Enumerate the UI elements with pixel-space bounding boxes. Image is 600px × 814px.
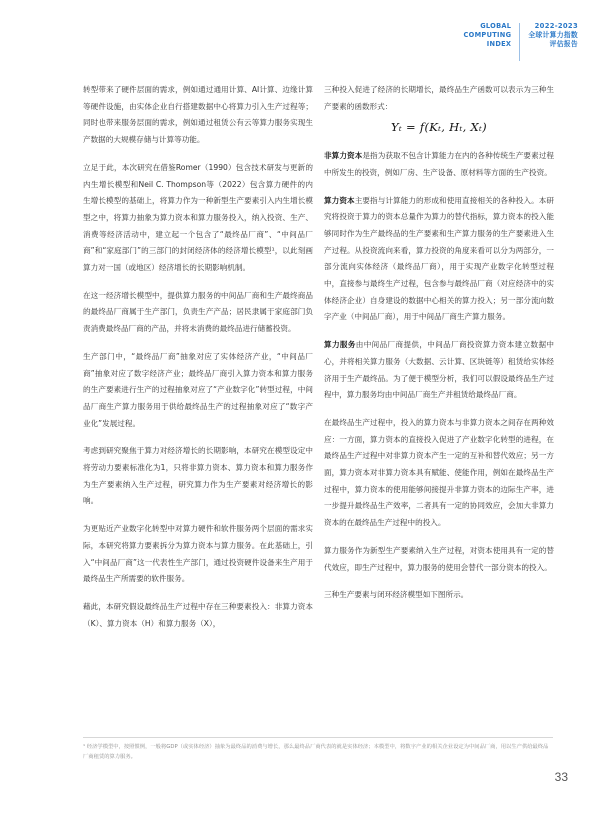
header-report-title xyxy=(528,22,578,49)
left-paragraph: 考虑到研究聚焦于算力对经济增长的长期影响，本研究在模型设定中将劳动力要素标准化为1，只将非算力资本、算力资本和算力服务作为生产要素纳入生产过程，研究算力作为生产要素对经济增长的影响。 xyxy=(83,446,313,506)
header-line-computing: COMPUTING xyxy=(463,31,512,39)
left-paragraph: 在这一经济增长模型中，提供算力服务的中间品厂商和生产最终商品的最终品厂商属于生产部门，负责生产产品；居民隶属于家庭部门负责消费最终品厂商的产品，并将未消费的最终品进行储蓄投资。 xyxy=(83,290,313,334)
footnote: ¹ 经济学模型中，按照惯例，一般将GDP（或实体经济）抽象为最终品的消费与增长，那么最终品厂商代表的就是实体经济；本模型中，将数字产业的相关企业设定为中间品厂商，用以生产供给最终品厂商租赁的算力服务。 xyxy=(83,744,549,760)
computing-capital-paragraph xyxy=(324,193,554,327)
left-paragraph: 为更贴近产业数字化转型中对算力硬件和软件服务两个层面的需求实际，本研究将算力要素拆分为算力资本与算力服务。在此基础上，引入“中间品厂商”这一代表性生产部门，通过投资硬件设备来生产用于最终品生产所需要的软件服务。 xyxy=(83,524,313,584)
left-paragraph: 藉此，本研究假设最终品生产过程中存在三种要素投入：非算力资本（K）、算力资本（H）和算力服务（X）， xyxy=(83,601,313,628)
figure-lead-paragraph: 三种生产要素与闭环经济模型如下图所示。 xyxy=(324,590,469,600)
header-line-index: INDEX xyxy=(486,40,512,48)
effects-paragraph: 在最终品生产过程中，投入的算力资本与非算力资本之间存在两种效应：一方面，算力资本的直接投入促进了产业数字化转型的进程，在最终品生产过程中对非算力资本产生一定的互补和替代效应；另一方面，算力资本对非算力资本具有赋能、使能作用，例如在最终品生产过程中，算力资本的使用能够间接提升非算力资本的边际生产率，进一步提升最终品生产效率，二者具有一定的协同效应，会加大非算力资本的在最终品生产过程中的投入。 xyxy=(324,417,554,528)
term-computing-capital: 算力资本 xyxy=(324,195,355,205)
paragraph-text: 由中间品厂商提供，中间品厂商投资算力资本建立数据中心，并将相关算力服务（大数据、云计算、区块链等）租赁给实体经济用于生产最终品。为了便于模型分析，我们可以假设最终品生产过程中，算力服务均由中间品厂商生产并租赁给最终品厂商。 xyxy=(324,340,555,400)
header-divider xyxy=(519,23,520,61)
header-title-cn: 全球计算力指数 xyxy=(528,31,578,39)
paragraph-text: 主要指与计算能力的形成和使用直接相关的各种投入。本研究将投资于算力的资本总量作为算力的替代指标，算力资本的投入能够同时作为生产最终品的生产要素和生产算力服务的生产要素进入生产过程。从投资流向来看，算力投资的角度来看可以分为两部分，一部分流向实体经济（最终品厂商），用于实现产业数字化转型过程中，直接参与最终生产过程，包含参与最终品厂商（对应经济中的实体经济企业）自身建设的数据中心相关的算力投入；另一部分流向数字产业（中间品厂商），用于中间品厂商生产算力服务。 xyxy=(324,195,555,322)
header-index-name xyxy=(464,22,520,49)
term-non-computing-capital: 非算力资本 xyxy=(324,151,363,161)
left-paragraph: 立足于此，本次研究在借鉴Romer（1990）包含技术研发与更新的内生增长模型和Neil C. Thompson等（2022）包含算力硬件的内生增长模型的基础上，将算力作为一种新型生产要素引入内生增长模型之中，将算力抽象为算力资本和算力服务投入，纳入投资、生产、消费等经济活动中，建立起一个包含了“最终品厂商”、“中间品厂商”和“家庭部门”的三部门的封闭经济体的经济增长模型¹，以此刻画算力对一国（或地区）经济增长的长期影响机制。 xyxy=(83,162,313,273)
page-number: 33 xyxy=(554,770,568,784)
left-column xyxy=(83,82,313,643)
computing-service-paragraph xyxy=(324,337,554,404)
report-header xyxy=(464,22,578,66)
right-column xyxy=(324,82,554,615)
header-subtitle-cn: 评估报告 xyxy=(549,40,578,48)
formula-intro: 三种投入促进了经济的长期增长，最终品生产函数可以表示为三种生产要素的函数形式： xyxy=(324,85,554,111)
production-function-formula: Yₜ = f(Kₜ, Hₜ, Xₜ) xyxy=(391,120,487,135)
paragraph-text: 是指为获取不包含计算能力在内的各种传统生产要素过程中所发生的投资，例如厂房、生产设备、原材料等方面的生产投资。 xyxy=(324,151,555,177)
left-paragraph: 转型带来了硬件层面的需求，例如通过通用计算、AI计算、边缘计算等硬件设施，由实体企业自行搭建数据中心将算力引入生产过程等；同时也带来服务层面的需求，例如通过租赁公有云等算力服务实现生产数据的大规模存储与计算等功能。 xyxy=(83,85,313,145)
footnote-divider xyxy=(83,737,553,738)
header-line-global: GLOBAL xyxy=(480,22,512,30)
non-computing-capital-paragraph xyxy=(324,148,554,181)
term-computing-service: 算力服务 xyxy=(324,340,356,350)
header-year: 2022-2023 xyxy=(534,22,578,30)
left-paragraph: 生产部门中，“最终品厂商”抽象对应了实体经济产业，“中间品厂商”抽象对应了数字经济产业；最终品厂商引入算力资本和算力服务的生产要素进行生产的过程抽象对应了“产业数字化”转型过程，中间品厂商生产算力服务用于供给最终品生产的过程抽象对应了“数字产业化”发展过程。 xyxy=(83,351,313,428)
substitution-paragraph: 算力服务作为新型生产要素纳入生产过程，对资本使用具有一定的替代效应，即生产过程中，算力服务的使用会替代一部分资本的投入。 xyxy=(324,545,554,572)
